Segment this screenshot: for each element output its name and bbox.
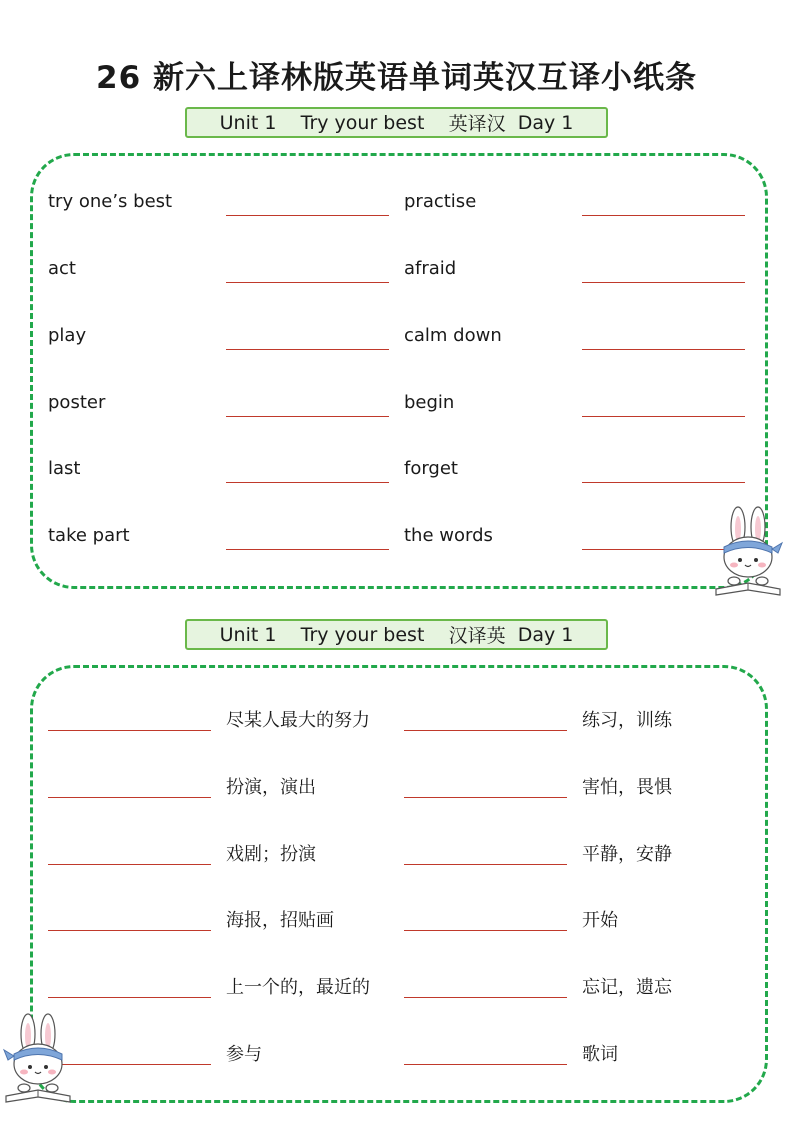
- answer-blank[interactable]: [48, 730, 211, 731]
- answer-blank[interactable]: [48, 797, 211, 798]
- tag-mode: 英译汉: [448, 113, 506, 135]
- english-word: last: [48, 458, 81, 479]
- english-word: afraid: [404, 258, 457, 279]
- chinese-meaning: 戏剧；扮演: [226, 844, 316, 865]
- answer-blank[interactable]: [582, 482, 745, 483]
- tag-mode: 汉译英: [448, 625, 506, 647]
- bunny-reading-icon: [712, 505, 784, 597]
- chinese-meaning: 练习，训练: [582, 710, 672, 731]
- tag-day: Day 1: [517, 623, 574, 646]
- tag-unit: Unit 1: [219, 623, 277, 646]
- chinese-meaning: 尽某人最大的努力: [226, 710, 370, 731]
- answer-blank[interactable]: [404, 730, 567, 731]
- answer-blank[interactable]: [226, 416, 389, 417]
- chinese-meaning: 歌词: [582, 1044, 618, 1065]
- english-word: play: [48, 325, 87, 346]
- page-title: 26 新六上译林版英语单词英汉互译小纸条: [96, 60, 697, 96]
- bunny-reading-icon: [2, 1012, 74, 1104]
- english-word: calm down: [404, 325, 502, 346]
- chinese-meaning: 参与: [226, 1044, 262, 1065]
- english-word: poster: [48, 392, 106, 413]
- english-word: forget: [404, 458, 458, 479]
- answer-blank[interactable]: [48, 997, 211, 998]
- chinese-meaning: 海报，招贴画: [226, 910, 334, 931]
- chinese-meaning: 忘记，遗忘: [582, 977, 672, 998]
- answer-blank[interactable]: [404, 997, 567, 998]
- chinese-meaning: 害怕，畏惧: [582, 777, 672, 798]
- chinese-meaning: 开始: [582, 910, 618, 931]
- answer-blank[interactable]: [226, 282, 389, 283]
- chinese-meaning: 平静，安静: [582, 844, 672, 865]
- english-word: practise: [404, 191, 477, 212]
- tag-topic: Try your best: [300, 111, 425, 134]
- tag-topic: Try your best: [300, 623, 425, 646]
- answer-blank[interactable]: [404, 797, 567, 798]
- english-word: act: [48, 258, 76, 279]
- answer-blank[interactable]: [582, 282, 745, 283]
- english-word: try one’s best: [48, 191, 173, 212]
- section-tag-cn-to-en: [185, 619, 608, 650]
- answer-blank[interactable]: [226, 215, 389, 216]
- answer-blank[interactable]: [582, 349, 745, 350]
- answer-blank[interactable]: [48, 864, 211, 865]
- answer-blank[interactable]: [226, 349, 389, 350]
- tag-unit: Unit 1: [219, 111, 277, 134]
- section-tag-en-to-cn: [185, 107, 608, 138]
- tag-day: Day 1: [517, 111, 574, 134]
- english-word: take part: [48, 525, 130, 546]
- answer-blank[interactable]: [404, 930, 567, 931]
- answer-blank[interactable]: [404, 1064, 567, 1065]
- english-word: the words: [404, 525, 493, 546]
- dashed-frame-en-to-cn: [30, 153, 768, 589]
- answer-blank[interactable]: [582, 215, 745, 216]
- answer-blank[interactable]: [582, 416, 745, 417]
- answer-blank[interactable]: [226, 482, 389, 483]
- answer-blank[interactable]: [404, 864, 567, 865]
- chinese-meaning: 扮演，演出: [226, 777, 316, 798]
- chinese-meaning: 上一个的，最近的: [226, 977, 370, 998]
- answer-blank[interactable]: [48, 930, 211, 931]
- english-word: begin: [404, 392, 455, 413]
- answer-blank[interactable]: [226, 549, 389, 550]
